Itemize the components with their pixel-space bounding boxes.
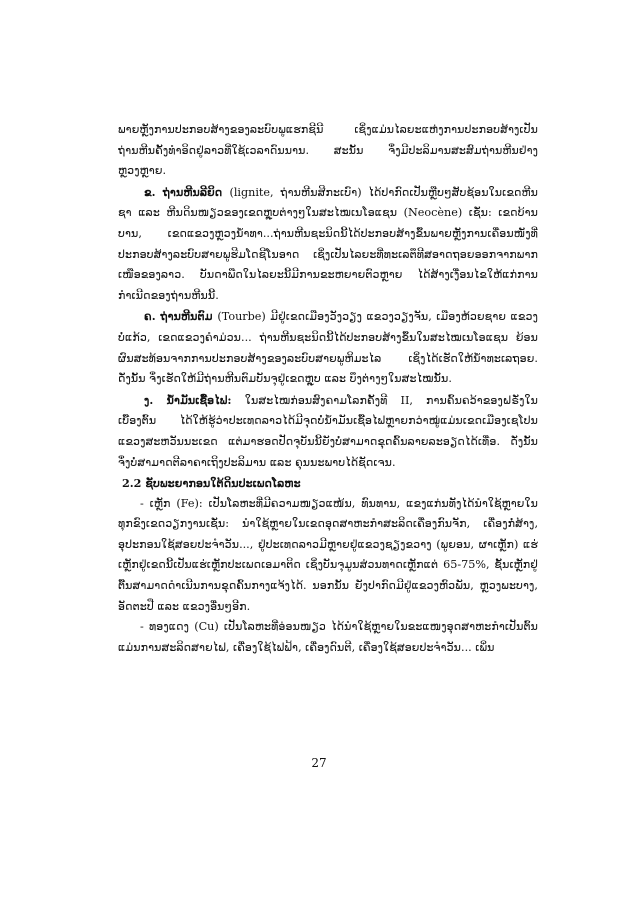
paragraph-intro: ພາຍຫຼັງການປະກອບສ້າງຂອງລະບົບພູແຮກຊີນີ ເຊິ່ງແມ່ນໄລຍະແຫ່ງການປະກອບສ້າງເປັນຖ່ານຫີນຄັ້ງທຳອິດຢູ່ລາວທີ່ໃຊ້ເວລາດົນນານ. ສະນັ້ນ ຈຶ່ງມີປະລິມານສະສົມຖ່ານຫີນຢ່າງຫຼວງຫຼາຍ. [118, 123, 538, 178]
lignite-body: (lignite, ຖ່ານຫີນສີກະເບົາ) ໄດ້ປາກົດເປັນຫຼືບໆສັບຊ້ອນໃນເຂດຫີນຊາ ແລະ ຫີນດິນໜຽວຂອງເຂດຫຼຸບຕ່າງໆໃນສະໄໝເນໂອແຊນ (Neocène) ເຊັ່ນ: ເຂດບ້ານບານ, ເຂດແຂວງຫຼວງນ້ຳທາ...ຖ່ານຫີນຊະນິດນີ້ໄດ້ປະກອບສ້າງຂຶ້ນພາຍຫຼັງການເຄື່ອນໜັງທີ່ປະກອບສ້າງລະບົບສາຍພູຮີມໂດຊີໂນອາດ ເຊິ່ງເປັນໄລຍະທີ່ທະເລຕຶທີສອາດຖອຍອອກຈາກພາກເໜືອຂອງລາວ. ບັນດາພືດໃນໄລຍະນີ້ມີການຂະຫຍາຍຕົວຫຼາຍ ໄດ້ສ້າງເງື່ອນໄຂໃຫ້ແກ່ການກຳເນີດຂອງຖ່ານຫີນນີ້. [118, 185, 538, 302]
lignite-title: ຂ. ຖ່ານຫີນລີຍິດ [144, 184, 230, 199]
petroleum-title: ງ. ນ້ຳມັນເຊື້ອໄຟ: [144, 392, 245, 407]
petroleum-body: ໃນສະໄໝກ່ອນສົງຄາມໂລກຄັ້ງທີ II, ການຄົ້ນຄວ້າຂອງຝຣັ່ງໃນເບື້ອງຕົ້ນ ໄດ້ໃຫ້ຮູ້ວ່າປະເທດລາວໄດ້ມີຈຸດບໍ່ນ້ຳມັນເຊື້ອໄຟຫຼາຍກວ່າໝູ່ແມ່ນເຂດເມືອງເຊໂປນແຂວງສະຫວັນນະເຂດ ແຕ່ມາຮອດປັດຈຸບັນນີ້ຍັງບໍ່ສາມາດຂຸດຄົ້ນລາຍລະອຽດໄດ້ເທື່ອ. ດັ່ງນັ້ນ ຈຶ່ງບໍ່ສາມາດຕີລາຄາເຖິງປະລິມານ ແລະ ຄຸນນະພາບໄດ້ຊັດເຈນ. [118, 393, 538, 469]
section-heading: 2.2 ຊັບພະຍາກອນໃຕ້ດິນປະເພດໂລຫະ [122, 476, 301, 491]
tourbe-body: (Tourbe) ມີຢູ່ເຂດເມືອງວັງວຽງ ແຂວງວຽງຈັນ, ເມືອງຫ້ວຍຊາຍ ແຂວງບໍ່ແກ້ວ, ເຂດແຂວງຄຳມ່ວນ... ຖ່ານຫີນຊະນິດນີ້ໄດ້ປະກອບສ້າງຂຶ້ນໃນສະໄໝເນໂອແຊນ ຍ້ອນຜົນສະທ້ອນຈາກການປະກອບສ້າງຂອງລະບົບສາຍພູຫິມະໄລ ເຊິ່ງໄດ້ເຮັດໃຫ້ນ້ຳທະເລຖອຍ. ດັ່ງນັ້ນ ຈຶ່ງເຮັດໃຫ້ມີຖ່ານຫີນຕົມບັນຈຸຢູ່ເຂດຫຼຸບ ແລະ ບຶງຕ່າງໆໃນສະໄໝນັ້ນ. [118, 310, 538, 386]
paragraph-tourbe [118, 306, 538, 389]
paragraph-copper: - ທອງແດງ (Cu) ເປັນໂລຫະທີ່ອ່ອນໜຽວ ໄດ້ນຳໃຊ້ຫຼາຍໃນຂະແໜງອຸດສາຫະກຳເປັນຕົ້ນແມ່ນການສະລິດສາຍໄຟ, ເຄື່ອງໃຊ້ໄຟຟ້າ, ເຄື່ອງດົນຕີ, ເຄື່ອງໃຊ້ສອຍປະຈຳວັນ... ເພິ່ນ [118, 620, 538, 654]
paragraph-iron: - ເຫຼັກ (Fe): ເປັນໂລຫະທີ່ມີຄວາມໜຽວແໜ້ນ, ທົນທານ, ແຂງແກ່ນທັງໄດ້ນຳໃຊ້ຫຼາຍໃນທຸກຂົງເຂດວຽກງານເຊັ່ນ: ນຳໃຊ້ຫຼາຍໃນເຂດອຸດສາຫະກຳສະລິດເຄື່ອງກົນຈັກ, ເຄື່ອງກໍ່ສ້າງ, ອຸປະກອນໃຊ້ສອຍປະຈຳວັນ..., ຢູ່ປະເທດລາວມີຫຼາຍຢູ່ແຂວງຊຽງຂວາງ (ພູຍອນ, ຜາເຫຼັກ) ແຮ່ເຫຼັກຢູ່ເຂດນີ້ເປັນແຮ່ເຫຼັກປະເພດເອມາຕິດ ເຊິ່ງບັນຈຸມູນສ່ວນທາດເຫຼັກແຕ່ 65-75%, ຊັ້ນເຫຼັກຢູ່ຕື້ນສາມາດດຳເນີນການຂຸດຄົ້ນກາງແຈ້ງໄດ້. ນອກນັ້ນ ຍັງປາກົດມີຢູ່ແຂວງຫົວພັນ, ຫຼວງພະບາງ, ອັດຕະປື ແລະ ແຂວງອື່ນໆອີກ. [118, 496, 538, 613]
paragraph-petroleum [118, 390, 538, 473]
body-text [118, 120, 538, 658]
tourbe-title: ຄ. ຖ່ານຫີນຕົມ [144, 309, 218, 324]
page-number: 27 [311, 756, 327, 770]
paragraph-lignite [118, 182, 538, 307]
